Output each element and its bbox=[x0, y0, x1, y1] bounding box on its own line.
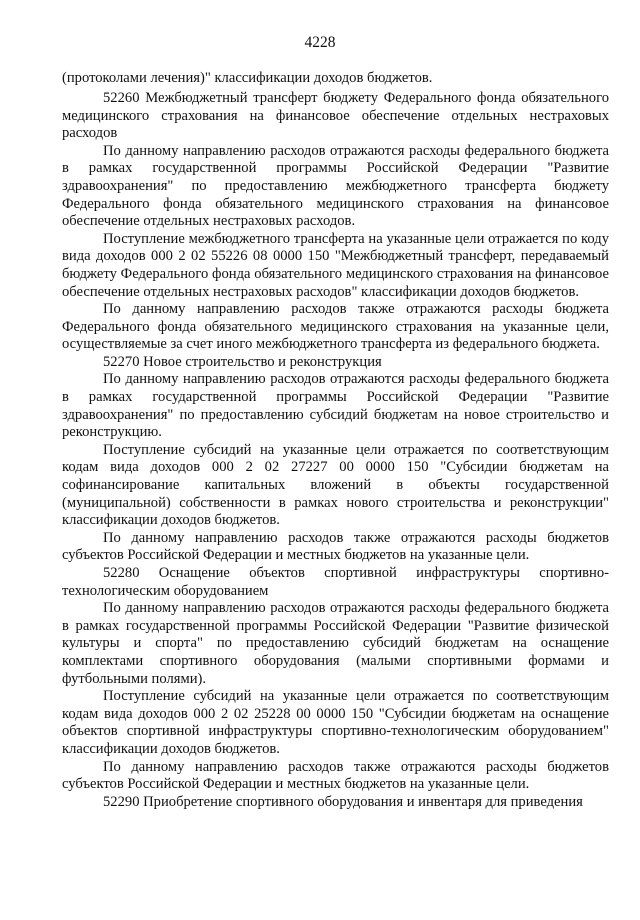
paragraph: Поступление субсидий на указанные цели отражается по соответствующим кодам вида доходов 000 2 02 27227 00 0000 150 "Субсидии бюджетам на софинансирование капитальных вложений в объекты государственной (муниципальной) собственности в рамках нового строительства и реконструкции" классификации доходов бюджетов. bbox=[62, 441, 609, 529]
paragraph: По данному направлению расходов также отражаются расходы бюджетов субъектов Российской Федерации и местных бюджетов на указанные цели. bbox=[62, 758, 609, 793]
paragraph: По данному направлению расходов также отражаются расходы бюджетов субъектов Российской Федерации и местных бюджетов на указанные цели. bbox=[62, 529, 609, 564]
section-heading-52280: 52280 Оснащение объектов спортивной инфраструктуры спортивно-технологическим оборудованием bbox=[62, 565, 609, 599]
paragraph: По данному направлению расходов отражаются расходы федерального бюджета в рамках государственной программы Российской Федерации "Развитие здравоохранения" по предоставлению субсидий бюджетам на новое строительство и реконструкцию. bbox=[62, 371, 609, 441]
paragraph: Поступление субсидий на указанные цели отражается по соответствующим кодам вида доходов 000 2 02 25228 00 0000 150 "Субсидии бюджетам на оснащение объектов спортивной инфраструктуры спортивно-технологическим оборудованием" классификации доходов бюджетов. bbox=[62, 688, 609, 757]
paragraph: По данному направлению расходов также отражаются расходы бюджета Федерального фонда обязательного медицинского страхования на указанные цели, осуществляемые за счет иного межбюджетного трансферта из федерального бюджета. bbox=[62, 301, 609, 353]
paragraph-continuation: (протоколами лечения)" классификации доходов бюджетов. bbox=[62, 70, 433, 86]
section-heading-52290: 52290 Приобретение спортивного оборудования и инвентаря для приведения bbox=[103, 793, 583, 810]
page-number: 4228 bbox=[304, 34, 336, 51]
paragraph: Поступление межбюджетного трансферта на указанные цели отражается по коду вида доходов 000 2 02 55226 08 0000 150 "Межбюджетный трансферт, передаваемый бюджету Федерального фонда обязательного медицинского страхования на финансовое обеспечение отдельных нестраховых расходов" классификации доходов бюджетов. bbox=[62, 230, 609, 300]
section-heading-52270: 52270 Новое строительство и реконструкция bbox=[103, 353, 382, 370]
section-heading-52260: 52260 Межбюджетный трансферт бюджету Федерального фонда обязательного медицинского страхования на финансовое обеспечение отдельных нестраховых расходов bbox=[62, 89, 609, 142]
paragraph: По данному направлению расходов отражаются расходы федерального бюджета в рамках государственной программы Российской Федерации "Развитие здравоохранения" по предоставлению межбюджетного трансферта бюджету Федерального фонда обязательного медицинского страхования на финансовое обеспечение отдельных нестраховых расходов. bbox=[62, 142, 609, 230]
paragraph: По данному направлению расходов отражаются расходы федерального бюджета в рамках государственной программы Российской Федерации "Развитие физической культуры и спорта" по предоставлению субсидий бюджетам на оснащение комплектами спортивного оборудования (малыми спортивными формами и футбольными полями). bbox=[62, 600, 609, 687]
document-body bbox=[62, 70, 609, 811]
